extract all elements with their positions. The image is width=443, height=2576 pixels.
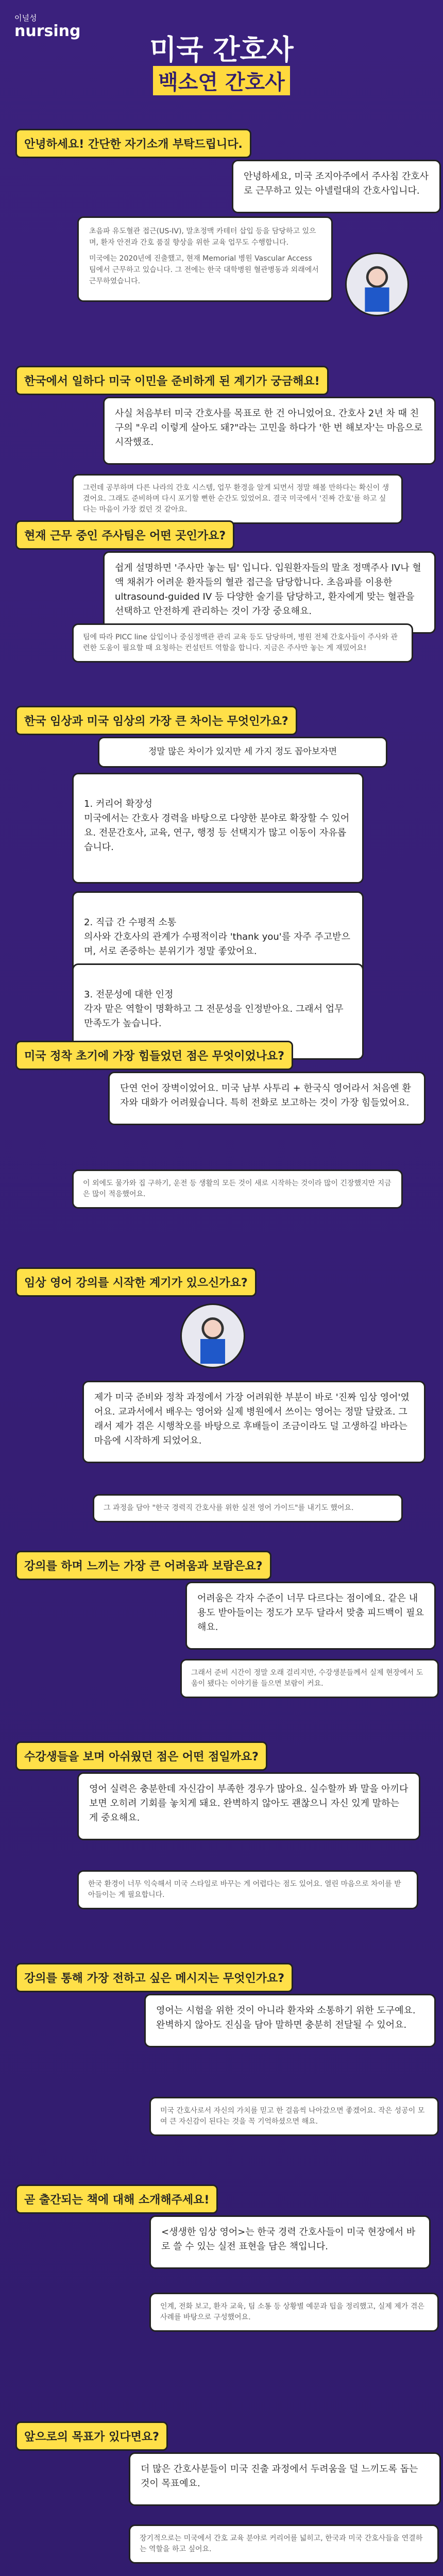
answer-card: 인계, 전화 보고, 환자 교육, 팀 소통 등 상황별 예문과 팁을 정리했고, 실제 제가 겪은 사례를 바탕으로 구성했어요. — [149, 2293, 439, 2332]
answer-card: 2. 직급 간 수평적 소통 의사와 간호사의 관계가 수평적이라 'thank you'를 자주 주고받으며, 서로 존중하는 분위기가 정말 좋았어요. — [72, 891, 364, 988]
question: 수강생들을 보며 아쉬웠던 점은 어떤 점일까요? — [15, 1741, 267, 1771]
qa-block-5 — [15, 1041, 428, 1198]
answer-card: 안녕하세요, 미국 조지아주에서 주사침 간호사로 근무하고 있는 아넬럴대의 간호사입니다. — [232, 160, 441, 213]
answer-card: 더 많은 간호사분들이 미국 진출 과정에서 두려움을 덜 느끼도록 돕는 것이 목표예요. — [129, 2452, 441, 2506]
question: 강의를 하며 느끼는 가장 큰 어려움과 보람은요? — [15, 1551, 271, 1580]
answer-card: <생생한 임상 영어>는 한국 경력 간호사들이 미국 현장에서 바로 쓸 수 있는 실전 표현을 담은 책입니다. — [149, 2215, 431, 2269]
answer-card: 영어 실력은 충분한데 자신감이 부족한 경우가 많아요. 실수할까 봐 말을 아끼다 보면 오히려 기회를 놓치게 돼요. 완벽하지 않아도 괜찮으니 자신 있게 말하는 게 중요해요. — [77, 1772, 420, 1840]
answer-card: 이 외에도 물가와 집 구하기, 운전 등 생활의 모든 것이 새로 시작하는 것이라 많이 긴장했지만 지금은 많이 적응했어요. — [72, 1170, 403, 1209]
qa-block-11 — [15, 2421, 428, 2553]
avatar — [345, 252, 409, 316]
question: 곧 출간되는 책에 대해 소개해주세요! — [15, 2184, 218, 2214]
question: 미국 정착 초기에 가장 힘들었던 점은 무엇이었나요? — [15, 1041, 293, 1070]
answer-card: 그래서 준비 시간이 정말 오래 걸리지만, 수강생분들께서 실제 현장에서 도움이 됐다는 이야기를 들으면 보람이 커요. — [180, 1659, 439, 1698]
question: 한국에서 일하다 미국 이민을 준비하게 된 계기가 궁금해요! — [15, 366, 329, 395]
qa-block-3 — [15, 520, 428, 652]
qa-block-4 — [15, 706, 428, 1029]
qa-block-7 — [15, 1551, 428, 1688]
answer-card: 한국 환경이 너무 익숙해서 미국 스타일로 바꾸는 게 어렵다는 점도 있어요. 열린 마음으로 차이를 받아들이는 게 필요합니다. — [77, 1870, 418, 1909]
answer-card: 단연 언어 장벽이었어요. 미국 남부 사투리 + 한국식 영어라서 처음엔 환자와 대화가 어려웠습니다. 특히 전화로 보고하는 것이 가장 힘들었어요. — [108, 1072, 425, 1125]
answer-card: 정말 많은 차이가 있지만 세 가지 정도 꼽아보자면 — [98, 737, 387, 768]
logo-small: 이널성 — [14, 13, 37, 23]
answer-card: 영어는 시험을 위한 것이 아니라 환자와 소통하기 위한 도구예요. 완벽하지 않아도 진심을 담아 말하면 충분히 전달될 수 있어요. — [144, 1994, 436, 2047]
qa-block-10 — [15, 2184, 428, 2321]
answer-card: 쉽게 설명하면 '주사만 놓는 팀' 입니다. 입원환자들의 말초 정맥주사 IV나 혈액 채취가 어려운 환자들의 혈관 접근을 담당합니다. 초음파를 이용한 ultrasound-guided IV 등 다양한 술기를 담당하고, 환자에게 맞는 혈관을 선택하고 안전하게 관리하는 것이 가장 중요해요. — [103, 551, 436, 634]
answer-card: 그런데 공부하며 다른 나라의 간호 시스템, 업무 환경을 알게 되면서 정말 해볼 만하다는 확신이 생겼어요. 그래도 준비하며 다시 포기할 뻔한 순간도 있었어요. 결국 미국에서 '진짜 간호'를 하고 싶다는 마음이 가장 컸던 것 같아요. — [72, 474, 403, 524]
answer-card: 제가 미국 준비와 정착 과정에서 가장 어려워한 부분이 바로 '진짜 임상 영어'였어요. 교과서에서 배우는 영어와 실제 병원에서 쓰이는 영어는 정말 달랐죠. 그래서 제가 겪은 시행착오를 바탕으로 후배들이 조금이라도 덜 고생하길 바라는 마음에 시작하게 되었어요. — [82, 1381, 425, 1463]
qa-block-1 — [15, 129, 429, 285]
answer-card: 1. 커리어 확장성 미국에서는 간호사 경력을 바탕으로 다양한 분야로 확장할 수 있어요. 전문간호사, 교육, 연구, 행정 등 선택지가 많고 이동이 자유롭습니다. — [72, 773, 364, 884]
page-title: 미국 간호사 — [149, 33, 294, 66]
answer-card: 사실 처음부터 미국 간호사를 목표로 한 건 아니었어요. 간호사 2년 차 때 친구의 "우리 이렇게 살아도 돼?"라는 고민을 하다가 '한 번 해보자'는 마음으로 시작했죠. — [103, 397, 436, 465]
answer-card: 어려움은 각자 수준이 너무 다르다는 점이에요. 같은 내용도 받아들이는 정도가 모두 달라서 맞춤 피드백이 필요해요. — [185, 1582, 436, 1650]
qa-block-9 — [15, 1963, 428, 2126]
qa-block-6 — [15, 1267, 428, 1512]
answer-card: 그 과정을 담아 "한국 경력직 간호사를 위한 실전 영어 가이드"를 내기도 했어요. — [93, 1494, 403, 1522]
question: 현재 근무 중인 주사팀은 어떤 곳인가요? — [15, 520, 234, 550]
avatar — [180, 1303, 245, 1368]
header — [0, 0, 443, 129]
question: 강의를 통해 가장 전하고 싶은 메시지는 무엇인가요? — [15, 1963, 293, 1992]
answer-card: 3. 전문성에 대한 인정 각자 맡은 역할이 명확하고 그 전문성을 인정받아요. 그래서 업무 만족도가 높습니다. — [72, 963, 364, 1060]
question: 한국 임상과 미국 임상의 가장 큰 차이는 무엇인가요? — [15, 706, 297, 735]
main-content — [15, 129, 428, 2576]
answer-card: 장기적으로는 미국에서 간호 교육 분야로 커리어를 넓히고, 한국과 미국 간호사들을 연결하는 역할을 하고 싶어요. — [129, 2524, 439, 2564]
question: 임상 영어 강의를 시작한 계기가 있으신가요? — [15, 1267, 257, 1297]
answer-card: 팀에 따라 PICC line 삽입이나 중심정맥관 관리 교육 등도 담당하며, 병원 전체 간호사들이 주사와 관련한 도움이 필요할 때 요청하는 컨설턴트 역할을 합니다. 지금은 주사만 놓는 게 재밌어요! — [72, 623, 413, 663]
logo-big: nursing — [14, 22, 81, 40]
qa-block-8 — [15, 1741, 428, 1899]
question: 안녕하세요! 간단한 자기소개 부탁드립니다. — [15, 129, 251, 158]
answer-card: 초음파 유도혈관 접근(US-IV), 말초정맥 카테터 삽입 등을 담당하고 있으며, 환자 안전과 간호 품질 향상을 위한 교육 업무도 수행합니다. 미국에는 2020년에 진출했고, 현재 Memorial 병원 Vascular Access 팀에서 근무하고 있습니다. 그 전에는 한국 대학병원 혈관병동과 외래에서 근무하였습니다. — [77, 216, 333, 302]
question: 앞으로의 목표가 있다면요? — [15, 2421, 168, 2451]
page-subtitle: 백소연 간호사 — [0, 66, 443, 95]
qa-block-2 — [15, 366, 428, 514]
answer-card: 미국 간호사로서 자신의 가치를 믿고 한 걸음씩 나아갔으면 좋겠어요. 작은 성공이 모여 큰 자신감이 된다는 것을 꼭 기억하셨으면 해요. — [149, 2097, 439, 2136]
